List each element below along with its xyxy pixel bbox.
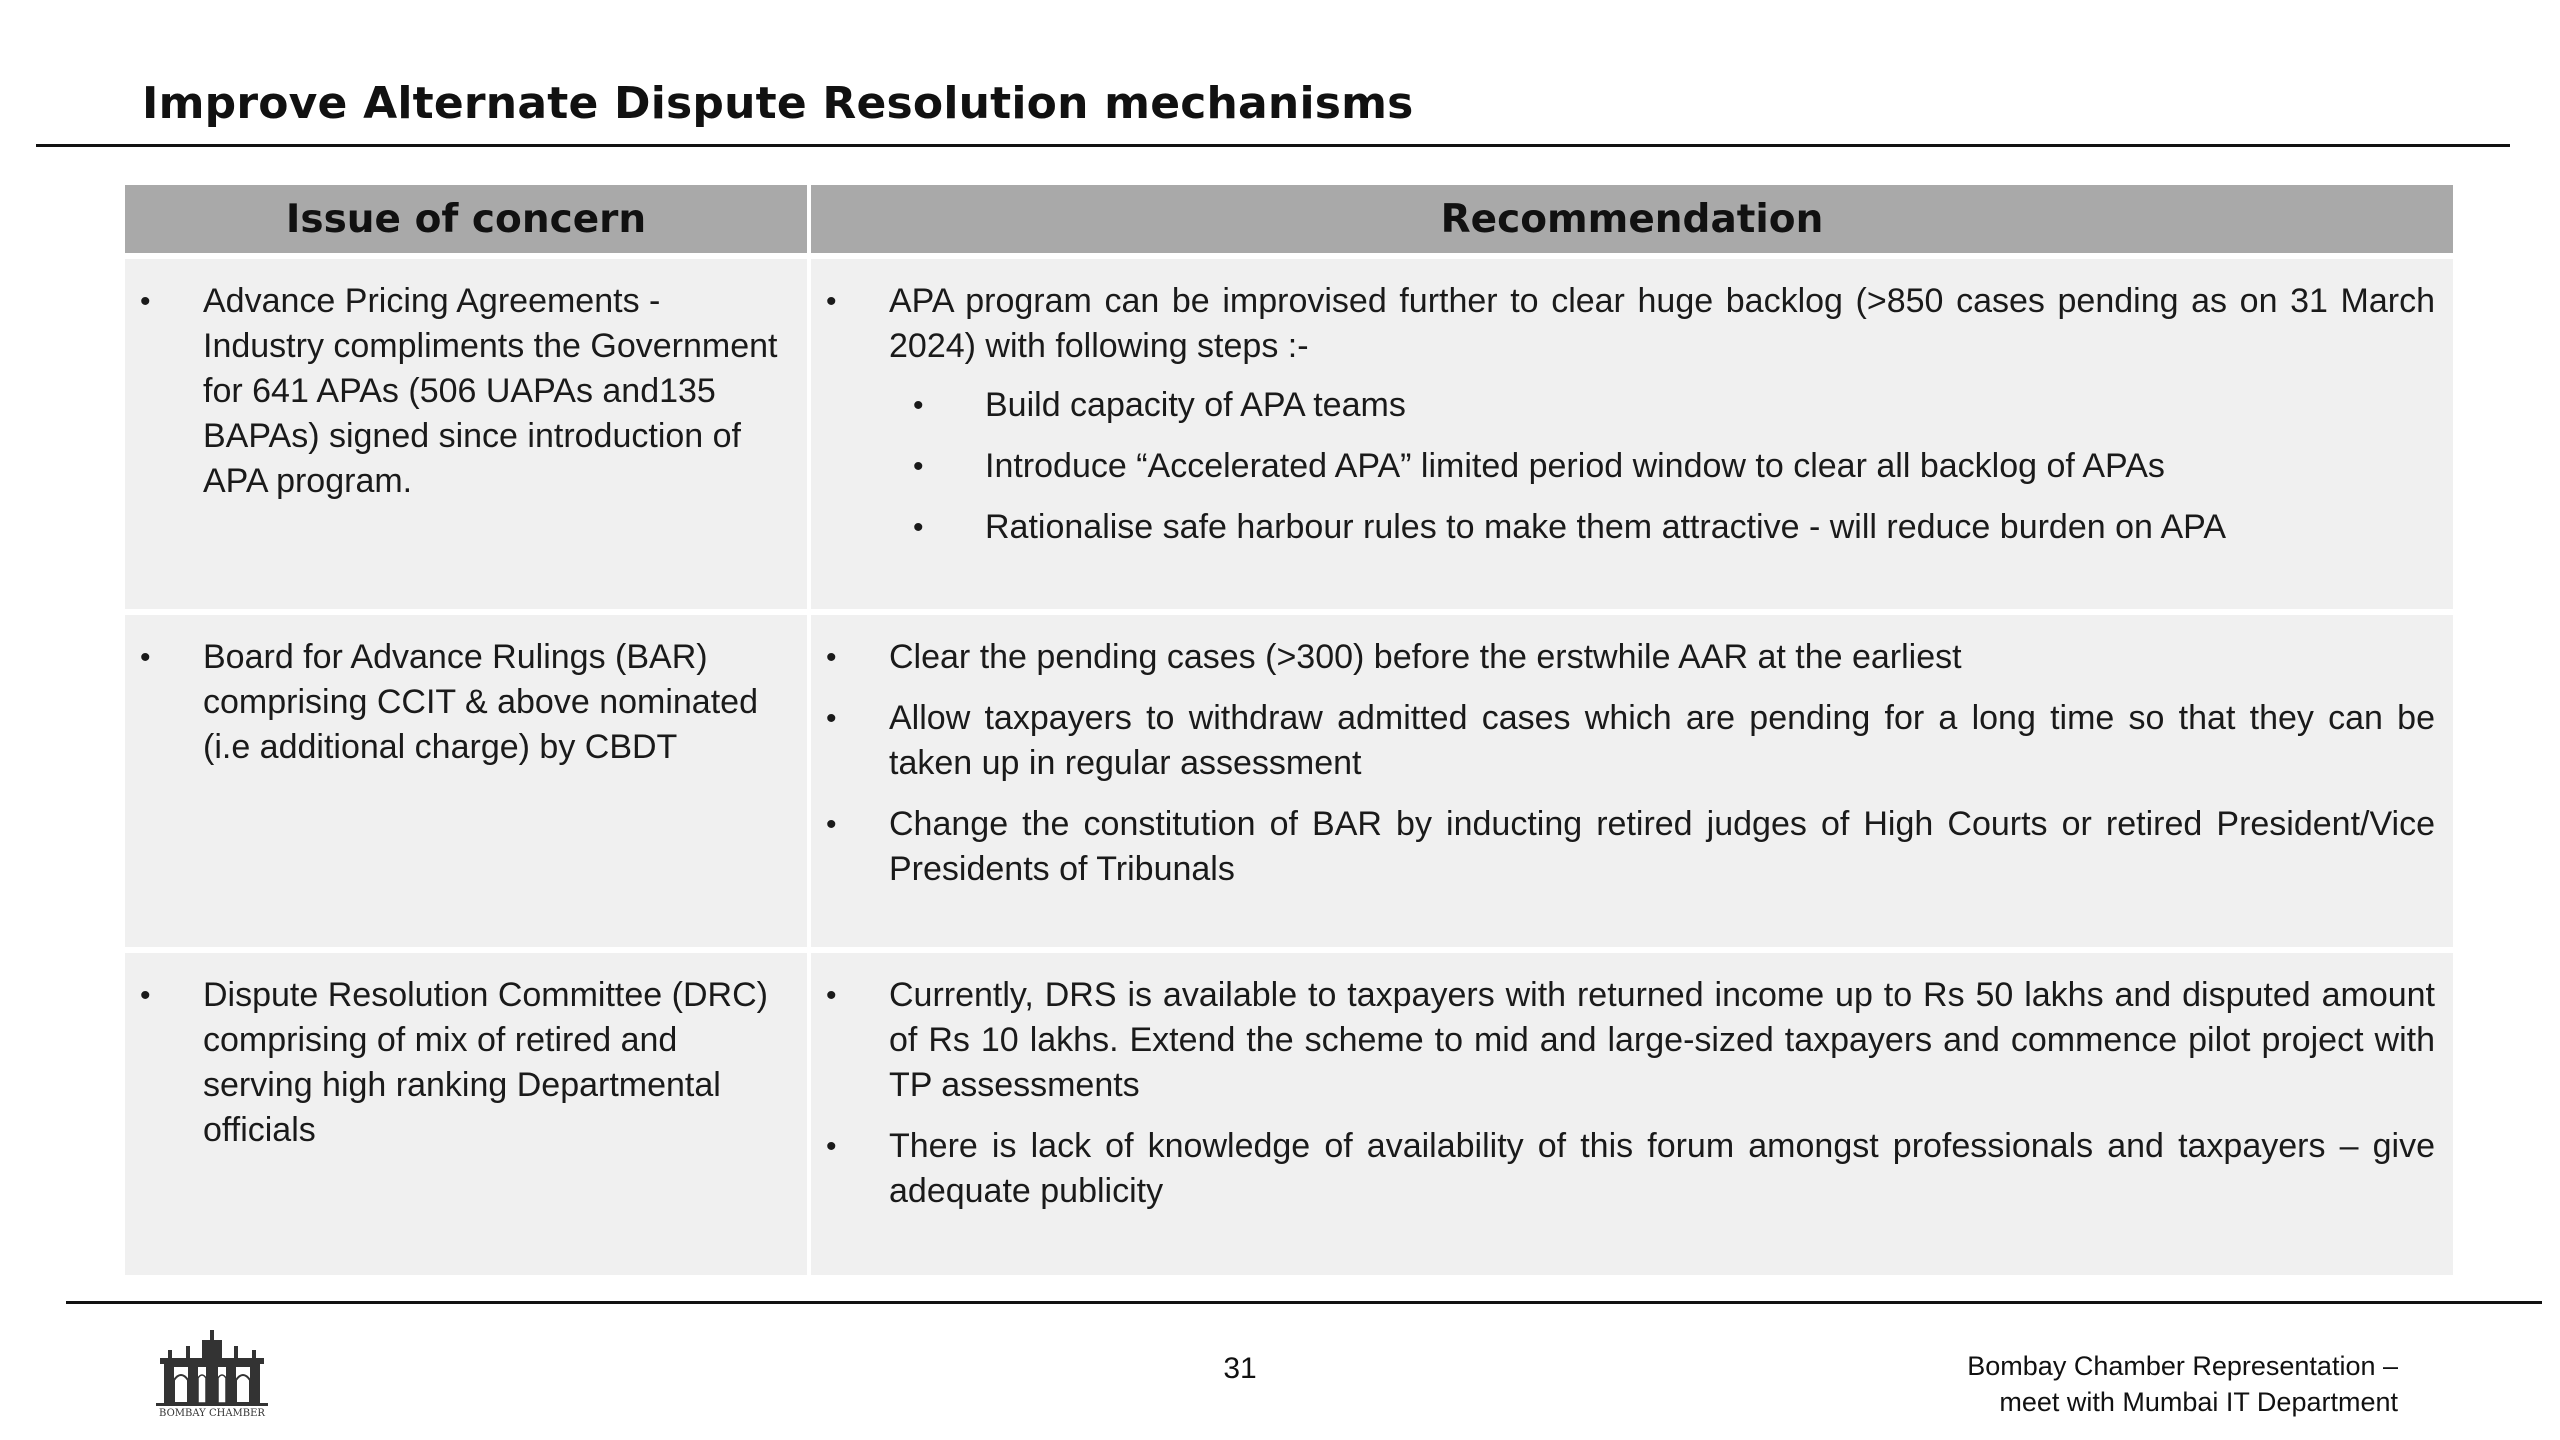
- header-issue: Issue of concern: [125, 185, 807, 253]
- header-recommendation: Recommendation: [811, 185, 2453, 253]
- recommendation-item: • There is lack of knowledge of availability of this forum amongst professionals and taxpayers – give adequate publicity: [811, 1124, 2435, 1214]
- svg-text:BOMBAY CHAMBER: BOMBAY CHAMBER: [159, 1408, 265, 1418]
- issue-cell-drc: [125, 953, 807, 1275]
- recommendation-cell-bar: [811, 615, 2453, 947]
- issue-text: • Advance Pricing Agreements - Industry compliments the Government for 641 APAs (506 UAPAs and135 BAPAs) signed since introduction of APA program.: [125, 279, 789, 504]
- recommendation-item: • Clear the pending cases (>300) before the erstwhile AAR at the earliest: [811, 635, 2435, 680]
- recommendation-item: • Allow taxpayers to withdraw admitted cases which are pending for a long time so that they can be taken up in regular assessment: [811, 696, 2435, 786]
- page-number: 31: [1223, 1352, 1257, 1385]
- issue-text: • Board for Advance Rulings (BAR) comprising CCIT & above nominated (i.e additional charge) by CBDT: [125, 635, 789, 770]
- footer-divider: [66, 1301, 2542, 1304]
- issue-cell-apa: [125, 259, 807, 609]
- recommendation-cell-apa: [811, 259, 2453, 609]
- footer-line-2: meet with Mumbai IT Department: [1999, 1387, 2398, 1417]
- issue-text: • Dispute Resolution Committee (DRC) comprising of mix of retired and serving high ranking Departmental officials: [125, 973, 789, 1153]
- sub-list: [889, 383, 2435, 550]
- recommendation-item: • Currently, DRS is available to taxpayers with returned income up to Rs 50 lakhs and disputed amount of Rs 10 lakhs. Extend the scheme to mid and large-sized taxpayers and commence pilot project with TP assessments: [811, 973, 2435, 1108]
- bombay-chamber-logo-icon: [150, 1328, 274, 1418]
- issue-cell-bar: [125, 615, 807, 947]
- title-divider: [36, 144, 2510, 147]
- recommendation-table: [125, 185, 2453, 1275]
- recommendation-item: • Change the constitution of BAR by inducting retired judges of High Courts or retired President/Vice Presidents of Tribunals: [811, 802, 2435, 892]
- page-title: Improve Alternate Dispute Resolution mechanisms: [142, 78, 1414, 129]
- sub-item: • Build capacity of APA teams: [889, 383, 2435, 428]
- sub-item: • Rationalise safe harbour rules to make them attractive - will reduce burden on APA: [889, 505, 2435, 550]
- recommendation-item: • APA program can be improvised further to clear huge backlog (>850 cases pending as on 31 March 2024) with following steps :- • Build capacity of APA teams • Introduce “Accelerated APA” limited period window to clear all backlog of APAs • Rationalise safe harbour rules to make them attractive - will reduce burden on APA: [811, 279, 2435, 550]
- recommendation-cell-drc: [811, 953, 2453, 1275]
- sub-item: • Introduce “Accelerated APA” limited period window to clear all backlog of APAs: [889, 444, 2435, 489]
- footer-line-1: Bombay Chamber Representation –: [1967, 1351, 2398, 1381]
- footer-caption: [1967, 1348, 2398, 1420]
